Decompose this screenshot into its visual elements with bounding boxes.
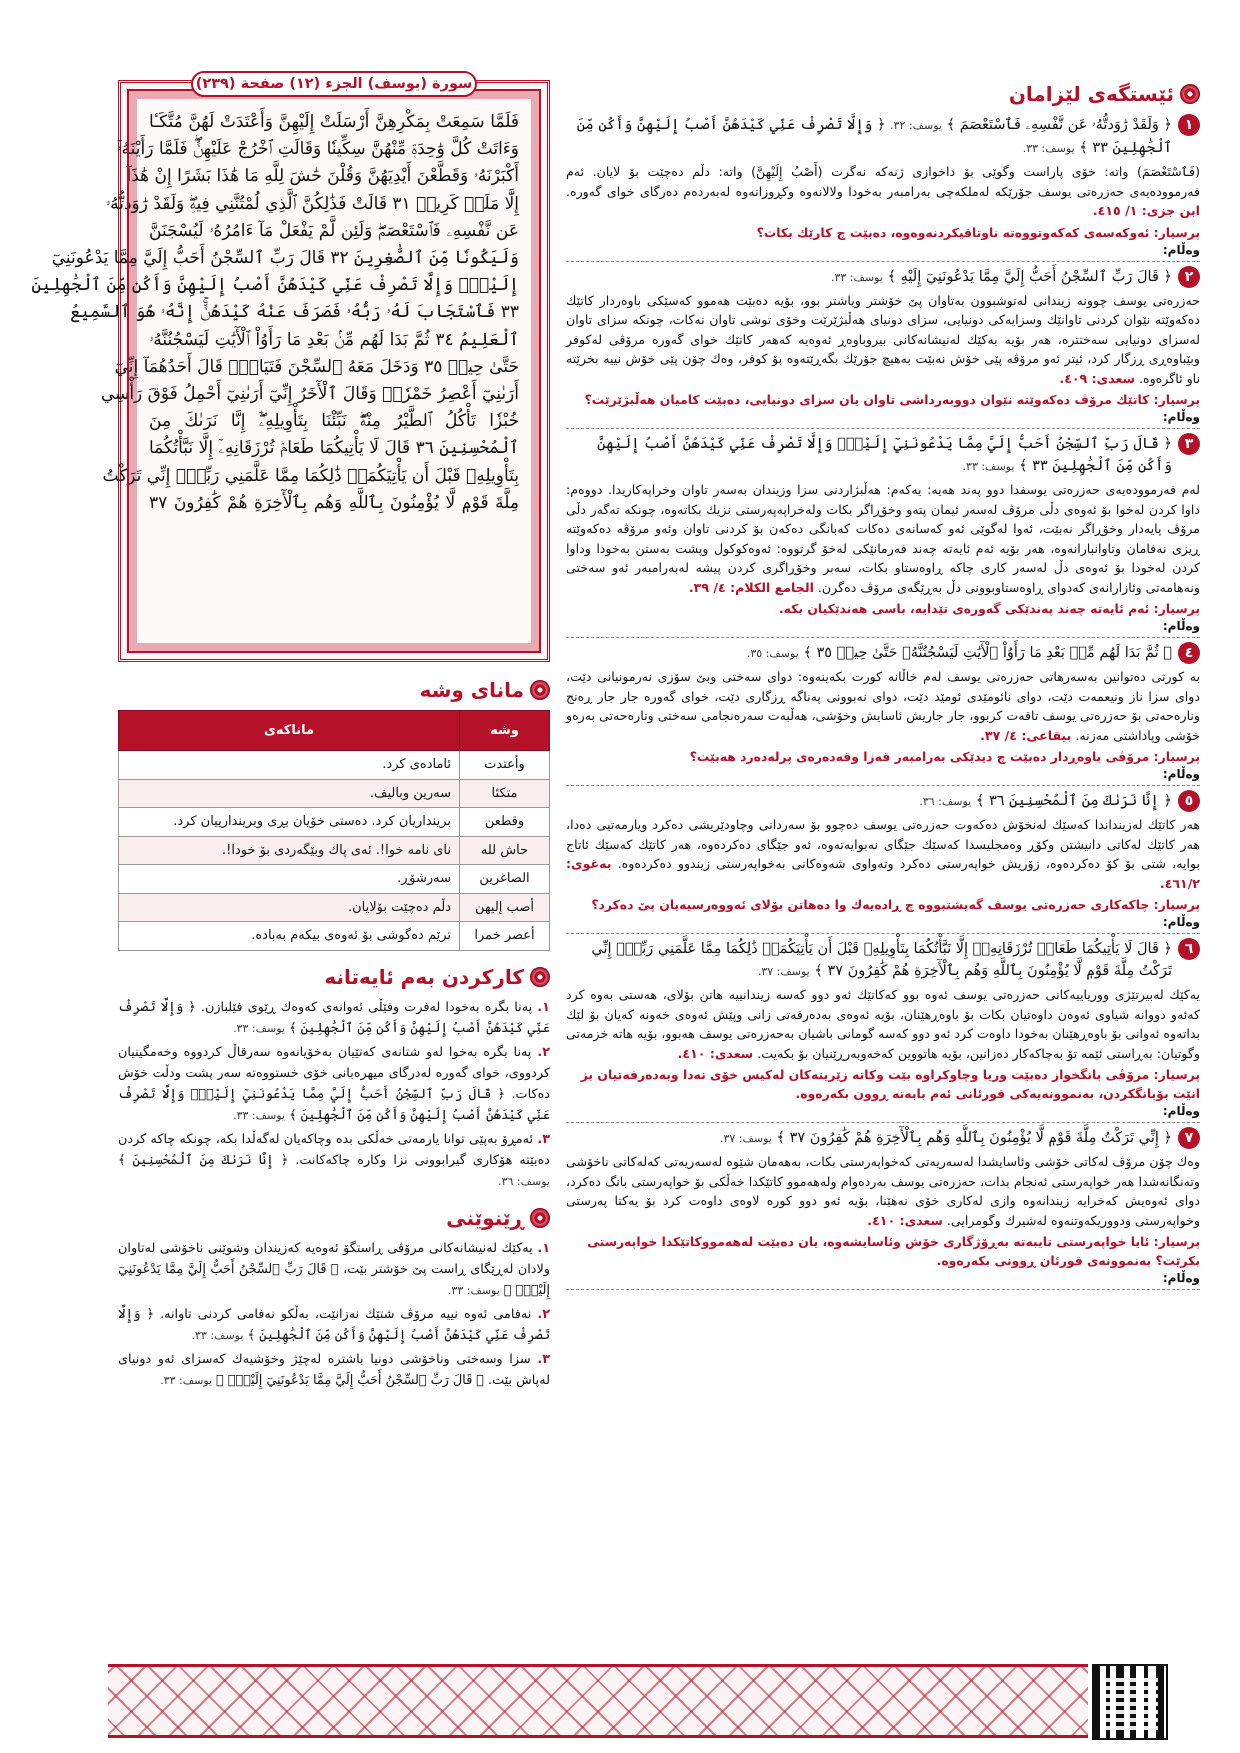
commentary-body: یەکێك لەبیرتێژی ووریاییەکانی حەزرەتی یوسف ئەوە بوو کەکاتێك ئەو دوو کەسە زیندانییە هاتن بۆلای، هەستی بەوە کرد کەئەو دووانە شیاوی ئەوەن داوەتیان بکات بۆ باوەڕهێنان، بۆیە ئەوەی بەدەرفەتی زانی وپێش ئەوەی خەونە کەیان بۆ لێك بداتەوە ئەوانی بۆ باوەڕهێنان بەخودا داوەت کرد ئەو دوو کەسە گومانی باشیان بەحەزرەتی یوسف هەبوو، بۆیە هاتە خزمەتی وگوتیان: بەڕاستی ئێمە تۆ بەچاکەکار دەزانین، بۆیە هاتووین کەخەوبەرڕێنیان بۆ بکەیت. [566,987,1200,1061]
commentary-body: لەم فەرموودەیەی حەزرەتی یوسفدا دوو پەند هەیە: یەکەم: هەڵبژاردنی سزا وزیندان بەسەر تاوان وخراپەکاریدا. دووەم: داوا کردن لەخوا بۆ ئەوەی دڵی مرۆڤ لەسەر ئیمان پتەو وخۆڕاگر بکات ولەخراپەپەرستی نزیك بکاتەوە، چونکە تەگەر دڵی مرۆڤ پایەدار وخۆڕاگر نەبێت، ئەوا لەگوێی ئەو کەسانەی دەکات کەبانگی دەکەن بۆ کردنی تاوان وئەو مرۆڤە دەکەوێتە ڕیزی نەفامان وتاوانبارانەوە، هەر بۆیە ئەم ئایەتە چەند فەرمانێکی لەخۆ گرتووە: ئەوەکوکول وپشت بەستن بەخودا وداوا کردن لەخودا بۆ ئەوەی دڵ لەسەر کاری چاکە ڕاوەستاو بکات، سەبر وخۆڕاگری کردن پیشە لەبەرامبەر ئەو سەختی ونەهامەتی وئازارانەی کەدوای ڕاوەستاوبوونی دڵ بەڕێگەی مرۆڤ دەگرن. [566,482,1200,595]
vocabulary-meaning: سەرین وبالیف. [119,779,460,808]
item-text: نەفامی ئەوە نییە مرۆڤ شتێك نەزانێت، بەڵکو نەفامی کردنی تاوانە. [160,1306,532,1322]
vocabulary-meaning: دڵم دەچێت بۆلایان. [119,893,460,922]
item-number-badge: ٣ [1178,433,1200,455]
vocabulary-word: أعصر خمرا [460,922,550,951]
answer-label: وەڵام: [1162,767,1200,781]
verse-reference: یوسف: ٣٣. [191,1328,244,1342]
commentary-body: حەزرەتی یوسف چوونە زیندانی لەتوشبوون بەتاوان پێ خۆشتر وباشتر بوو، بۆیە دەبێت هەموو کەسێکی باوەردار کاتێك دەکەوێتە نێوان کردنی تاوانێك وسزایەکی دونیایی، سزای دونیای هەڵبژێرێت وخۆی توشی تاوان نەکات، چونکە سزای تاوان لەسزای دونیایی سەختترە، هەر بۆیە بەکێك لەنیشانەکانی بیروباوەڕ ئەوەیە کەهەر کاتێك خوای گەورە مرۆڤی لەکوفر وبێباوەڕی ڕزگار کرد، ئیتر ئەو مرۆڤە پێی خۆش نەبێت بەهیچ جۆرێك بگەڕێتەوە بۆ کوفر، وەك چۆن پێی خۆش نییە بخرێتە ناو ئاگرەوە. [566,292,1200,386]
verse-line [566,790,1200,813]
quran-page-frame [31,76,550,662]
verse-text [566,114,1172,160]
vocabulary-table [118,710,550,951]
vocabulary-meaning: سەرشۆڕ. [119,865,460,894]
guide-item [118,1349,550,1391]
verse-quote: ﴿ قَالَ رَبِّ ٱلسِّجْنُ أَحَبُّ إِلَيَّ مِمَّا يَدْعُونَنِيٓ إِلَيْهِۖ وَإِلَّا تَصْرِفْ عَنِّي كَيْدَهُنَّ أَصْبُ إِلَيْهِنَّ وَأَكُن مِّنَ ٱلْجَٰهِلِينَ ٣٣ ﴾ [597,436,1172,474]
commentary-text [566,480,1200,597]
commentary-text [566,815,1200,893]
verse-quote: ﴿ قَالَ رَبِّ ٱلسِّجْنُ أَحَبُّ إِلَيَّ مِمَّا يَدْعُونَنِيٓ إِلَيْهِۖ ﴾ [118,1261,550,1298]
reflection-item [566,266,1200,430]
guide-item [118,1304,550,1346]
verse-text [566,433,1172,478]
commentary-body: هەر کاتێك لەزینداندا کەسێك لەنخۆش دەکەوت حەزرەتی یوسف دەچوو بۆ سەردانی وچاودێریشی دەکرد ویارمەتیی دەدا، هەر کاتێك لەکاتی دانیشتن وکۆڕ وەمجلیسدا کەسێك جێگای نەبوایەتەوە، ئەو جێگای دەکردەوە، هەر کاتێك کەسێك ئاتاج بوایە، شتی بۆ کۆ دەکردەوە، زۆریش خواپەرستی دەکرد وتەواوی شەوەکانی بەخواپەرستی زیندوو دەکردەوە. [566,817,1200,871]
reflection-item [566,114,1200,262]
verse-reference: یوسف: ٣٣. [233,1021,285,1035]
work-title-text: کارکردن بەم ئایەتانە [324,964,524,989]
col-meaning: ماناکەی [119,711,460,751]
vocabulary-row [119,779,550,808]
commentary-body: بە کورتی دەتوانین بەسەرهاتی حەزرەتی یوسف لەم خاڵانە کورت بکەینەوە: دوای سەختی وبێ سۆزی نەرمونیانی دێت، دوای سزا ناز ونیعمەت دێت، دوای نائومێدی ئومێد دێت، دوای نەبوونی پەناگە ڕزگاری دێت، خوای گەورە جار جار ڕەنج ونارەحەتی بۆ حەزرەتی یوسف تاقەت کربوو، جار جاریش ئاسایش وخۆشی، هەڵبەت سەرەنجامی سەختی ونارەحەتی بەرەو خۆشی وپاداشتی مەزنە. [566,669,1200,743]
quran-line: وَلَيَكُونٗا مِّنَ ٱلصَّٰغِرِينَ ٣٢ قَالَ رَبِّ ٱلسِّجْنُ أَحَبُّ إِلَيَّ مِمَّا يَدْعُونَنِيٓ [51,248,519,269]
reflection-item [566,642,1200,786]
item-number: ١. [537,1240,550,1256]
item-number-badge: ٦ [1178,938,1200,960]
vocabulary-row [119,893,550,922]
quran-line: عَن نَّفْسِهِۦ فَٱسْتَعْصَمَۖ وَلَئِن لَّمْ يَفْعَلْ مَآ ءَامُرُهُۥ لَيُسْجَنَنَّ [149,220,519,241]
work-section [118,965,550,1192]
work-item [118,1042,550,1126]
verse-quote: ﴿ قَالَ لَا يَأْتِيكُمَا طَعَامٞ تُرْزَقَانِهِۦٓ إِلَّا نَبَّأْتُكُمَا بِتَأْوِيلِهِۦ قَبْلَ أَن يَأْتِيَكُمَاۚ ذَٰلِكُمَا مِمَّا عَلَّمَنِي رَبِّيٓۚ إِنِّي تَرَكْتُ مِلَّةَ قَوْمٖ لَّا يُؤْمِنُونَ بِٱللَّهِ وَهُم بِٱلْأٓخِرَةِ هُمْ كَٰفِرُونَ ٣٧ ﴾ [591,941,1172,979]
verse-quote: ﴿ وَإِلَّا تَصْرِفْ عَنِّي كَيْدَهُنَّ أَصْبُ إِلَيْهِنَّ وَأَكُن مِّنَ ٱلْجَٰهِلِينَ ﴾ [118,1306,550,1343]
answer-label: وەڵام: [1162,1271,1200,1285]
quran-line: أَرَىٰنِيٓ أَعْصِرُ خَمْرٗاۖ وَقَالَ ٱلْأٓخَرُ إِنِّيٓ أَرَىٰنِيٓ أَحْمِلُ فَوْقَ رَأْسِي [100,384,519,405]
vocabulary-word: الصاغرين [460,865,550,894]
verse-quote: ﴿ وَلَقَدْ رَٰوَدتُّهُۥ عَن نَّفْسِهِۦ فَٱسْتَعْصَمَ ﴾ [946,117,1172,133]
vocabulary-header-row [119,711,550,751]
vocabulary-meaning: ترێم دەگوشی بۆ ئەوەی بیکەم بەبادە. [119,922,460,951]
vocabulary-title [118,678,550,702]
work-item [118,1129,550,1192]
answer-label: وەڵام: [1162,619,1200,633]
item-number-badge: ٧ [1178,1127,1200,1149]
quran-page-header: سورة (يوسف) الجزء (١٢) صفحة (٢٣٩) [191,71,477,97]
verse-reference: یوسف: ٣٢. [890,119,943,132]
commentary-source: سعدی: ٤٠٩. [1059,370,1135,386]
verse-text [566,938,1172,983]
quran-line: ٣٣ فَٱسْتَجَابَ لَهُۥ رَبُّهُۥ فَصَرَفَ عَنْهُ كَيْدَهُنَّۚ إِنَّهُۥ هُوَ ٱلسَّمِيعُ [70,302,519,323]
quran-line: إِلَيْهِۖ وَإِلَّا تَصْرِفْ عَنِّي كَيْدَهُنَّ أَصْبُ إِلَيْهِنَّ وَأَكُن مِّنَ ٱلْجَٰهِلِينَ [31,275,519,296]
vocabulary-section [118,678,550,951]
verse-text [566,642,1172,665]
quran-line: بِتَأْوِيلِهِۦ قَبْلَ أَن يَأْتِيَكُمَاۚ ذَٰلِكُمَا مِمَّا عَلَّمَنِي رَبِّيٓۚ إِنِّي تَرَكْتُ [102,465,519,486]
right-column [566,82,1200,1660]
reflection-item [566,1127,1200,1290]
question-text: پرسیار: چاکەکاری حەزرەتی یوسف گەیشتبووە چ ڕادەیەك وا دەهاتن بۆلای ئەووەرسیەیان پێ دەکرد؟ [591,897,1200,912]
commentary-source: سعدی: ٤١٠. [867,1212,943,1228]
vocabulary-meaning: ئامادەی کرد. [119,751,460,780]
work-item [118,997,550,1039]
vocabulary-meaning: برینداریان کرد. دەستی خۆیان بڕی وبریندارییان کرد. [119,808,460,837]
flower-icon [1180,84,1200,104]
verse-quote: ﴿ قَالَ رَبِّ ٱلسِّجْنُ أَحَبُّ إِلَيَّ مِمَّا يَدْعُونَنِيٓ إِلَيْهِۖ وَإِلَّا تَصْرِفْ عَنِّي كَيْدَهُنَّ أَصْبُ إِلَيْهِنَّ وَأَكُن مِّنَ ٱلْجَٰهِلِينَ ﴾ [118,1086,550,1123]
work-title [118,965,550,989]
quran-line: خُبْزٗا تَأْكُلُ ٱلطَّيْرُ مِنْهُۖ نَبِّئْنَا بِتَأْوِيلِهِۦٓۖ إِنَّا نَرَىٰكَ مِنَ [149,411,519,432]
commentary-text [566,291,1200,389]
vocabulary-word: أصب إليهن [460,893,550,922]
commentary-body: (فَٱسْتَعْصَمَ) واتە: خۆی پاراست وگوێی بۆ داخوازی ژنەکە نەگرت (أَصْبُ إِلَيْهِنَّ) واتە: دڵم دەچێت بۆ لایان. ئەم فەرموودەیەی حەزرەتی یوسف جۆرێکە لەملکەچی بەرامبەر بەخودا ولالانەوە وکڕوزانەوە لەبەردەم دەرگای خوای گەورە. [566,164,1200,199]
commentary-source: سعدی: ٤١٠. [677,1045,754,1061]
quran-line: ٱلْعَلِيمُ ٣٤ ثُمَّ بَدَا لَهُم مِّنۢ بَعْدِ مَا رَأَوُاْ ٱلْأٓيَٰتِ لَيَسْجُنُنَّهُۥ [149,329,519,350]
item-number-badge: ١ [1178,114,1200,136]
commentary-body: وەك چۆن مرۆڤ لەکاتی خۆشی وئاسایشدا لەسەریەتی کەخواپەرستی بکات، بەهەمان شێوە لەسەریەتی کەلەکاتی ناخۆشی وتەنگانەشدا هەر خواپەرستی ئەنجام بدات، حەزرەتی یوسف بەردەوام ولەهەموو کاتێکدا خەڵکی بۆ خواپەرستی بانگ دەکرد، دوای ئەوەیش کەخرایە زیندانەوە وازی لەکاری خۆی نەهێنا، بۆیە ئەو دوو کورە لاوەی داوەت کرد بۆ یەکتا پەرستی وخواپەرستی ودووریکەوتنەوە لەشیرك وگومرایی. [566,1154,1200,1228]
item-text: پەنا بگرە بەخوا لەو شتانەی کەتێیان بەخۆیانەوە سەرقاڵ کردووە وخەمگینیان کردووی، خوای گەورە لەدرگای میهرەبانی خۆی خستووەتە سەر پشت ودڵت خۆش دەكات. [118,1044,550,1102]
verse-line [566,938,1200,983]
quran-line: فَلَمَّا سَمِعَتْ بِمَكْرِهِنَّ أَرْسَلَتْ إِلَيْهِنَّ وَأَعْتَدَتْ لَهُنَّ مُتَّكَـٔا [149,112,519,132]
verse-quote-2: ﴿ وَإِلَّا تَصْرِفْ عَنِّي كَيْدَهُنَّ أَصْبُ إِلَيْهِنَّ وَأَكُن مِّنَ ٱلْجَٰهِلِينَ ٣٣ ﴾ [576,117,1172,156]
commentary-text [566,1152,1200,1230]
question-text: پرسیار: مرۆڤی بانگخواز دەبێت وریا وچاوکراوە بێت وکاتە زێرینەکان لەکیس خۆی نەدا وبەدەرفەتیان بز انێت بۆبانگکردن، بەنموونەیەکی قورئانی ئەم بابەتە ڕوون بکەرەوە. [580,1067,1200,1101]
verse-quote: ﴿ إِنِّي تَرَكْتُ مِلَّةَ قَوْمٖ لَّا يُؤْمِنُونَ بِٱللَّهِ وَهُم بِٱلْأٓخِرَةِ هُمْ كَٰفِرُونَ ٣٧ ﴾ [776,1130,1172,1146]
vocabulary-word: متكئا [460,779,550,808]
question-text: پرسیار: مرۆڤی باوەڕدار دەبێت چ دیدێکی بەرامبەر قەزا وقەدەرەی پرلەدەرد هەبێت؟ [689,749,1200,764]
question-text: پرسیار: ئەم ئایەتە چەند پەندێکی گەورەی تێدایە، باسی هەندێکیان بکە. [778,601,1200,616]
commentary-source: بەغوی: ٤٦١/٢. [566,856,1200,891]
vocabulary-row [119,922,550,951]
question-text: پرسیار: کاتێك مرۆڤ دەکەوێتە نێوان دووبەرداشی تاوان یان سزای دونیایی، دەبێت کامیان هەڵبژێرێت؟ [584,392,1200,407]
guide-title-text: ڕێنوێنی [446,1205,524,1230]
guide-section [118,1206,550,1391]
flower-icon [530,1208,550,1228]
item-number: ٢. [537,1044,550,1060]
commentary-text [566,667,1200,745]
verse-line [566,266,1200,289]
commentary-source: بیقاعی: ٤/ ٣٧. [980,727,1072,743]
verse-reference: یوسف: ٣٣. [831,270,883,284]
verse-reference: یوسف: ٣٦. [919,795,972,808]
item-number: ١. [537,999,550,1015]
item-number-badge: ٢ [1178,266,1200,288]
item-text: پەنا بگرە بەخودا لەفرت وفێڵی ئەوانەی کەوەك ڕێوی فێلبازن. [200,999,533,1015]
commentary-source: الجامع الكلام: ٤/ ٣٩. [688,579,814,595]
item-number-badge: ٤ [1178,642,1200,664]
verse-line [566,1127,1200,1150]
quran-page-text [31,91,539,651]
item-number: ٣. [537,1131,550,1147]
reflection-item [566,433,1200,638]
answer-label: وەڵام: [1162,1104,1200,1118]
vocabulary-meaning: نای نامە خوا!. ئەی پاك وبێگەردی بۆ خودا!. [119,836,460,865]
col-word: وشە [460,711,550,751]
question-text: پرسیار: ئایا خواپەرستی تایبەتە بەڕۆژگاری خۆش وئاسایشەوە، یان دەبێت لەهەمووکاتێکدا خواپەرستی بکرێت؟ بەنموونەی قورئان ڕوونی بکەرەوە. [587,1234,1200,1268]
verse-text [566,266,1172,289]
vocabulary-word: وقطعن [460,808,550,837]
quran-line: وَءَاتَتْ كُلَّ وَٰحِدَةٖ مِّنْهُنَّ سِكِّينٗا وَقَالَتِ ٱخْرُجْ عَلَيْهِنَّۖ فَلَمَّا رَأَيْنَهُۥٓ [117,139,519,160]
commentary-source: ابن جزی: ١/ ٤١٥. [1092,203,1200,218]
reflection-item [566,938,1200,1123]
verse-reference: یوسف: ٣٣. [160,1373,213,1387]
verse-line [566,433,1200,478]
item-text: یەکێك لەنیشانەکانی مرۆڤی ڕاستگۆ ئەوەیە کەزیندان وشوێنی ناخۆشی لەتاوان ولادان لەڕێگای ڕاست پێ خۆشتر بێت، [118,1240,550,1277]
vocabulary-row [119,751,550,780]
guide-title [118,1206,550,1230]
verse-reference: یوسف: ٣٣. [962,460,1015,473]
quran-line: أَكْبَرْنَهُۥ وَقَطَّعْنَ أَيْدِيَهُنَّ وَقُلْنَ حَٰشَ لِلَّهِ مَا هَٰذَا بَشَرًا إِنْ هَٰذَآ [126,166,519,187]
verse-text [566,790,1172,813]
answer-label: وەڵام: [1162,915,1200,929]
question-text: پرسیار: ئەوکەسەی کەکەوتووەتە ناوتاقیکردنەوەوە، دەبێت چ کارێك بکات؟ [756,224,1200,240]
verse-quote: ﴿ إِنَّا نَرَىٰكَ مِنَ ٱلْمُحْسِنِينَ ٣٦ ﴾ [975,793,1172,809]
quran-line: مِلَّةَ قَوْمٖ لَّا يُؤْمِنُونَ بِٱللَّهِ وَهُم بِٱلْأٓخِرَةِ هُمْ كَٰفِرُونَ ٣٧ [149,492,519,513]
vocabulary-row [119,836,550,865]
verse-reference-2: یوسف: ٣٣. [1022,142,1075,155]
item-text: سزا وسەختی وناخۆشی دونیا باشترە لەچێژ وخۆشیەك کەسزای ئەو دونیای لەپاش بێت. [118,1351,550,1388]
verse-line [566,642,1200,665]
quran-line: إِلَّا مَلَكٞ كَرِيمٞ ٣١ قَالَتْ فَذَٰلِكُنَّ ٱلَّذِي لُمْتُنَّنِي فِيهِۖ وَلَقَدْ رَٰوَدتُّهُۥ [105,193,519,214]
vocabulary-word: حاش لله [460,836,550,865]
answer-label: وەڵام: [1162,242,1200,257]
quran-line: حَتَّىٰ حِينٖ ٣٥ وَدَخَلَ مَعَهُ ٱلسِّجْنَ فَتَيَانِۖ قَالَ أَحَدُهُمَآ إِنِّيٓ [114,356,519,377]
reflection-item [566,790,1200,934]
vocabulary-word: وأعتدت [460,751,550,780]
verse-reference: یوسف: ٣٥. [746,647,799,660]
verse-line [566,114,1200,160]
vocabulary-title-text: مانای وشە [419,678,524,702]
flower-icon [530,680,550,700]
verse-quote: ﴿ وَإِلَّا تَصْرِفْ عَنِّي كَيْدَهُنَّ أَصْبُ إِلَيْهِنَّ وَأَكُن مِّنَ ٱلْجَٰهِلِينَ ﴾ [118,999,550,1036]
qr-code-icon[interactable] [1092,1664,1168,1740]
left-column [31,76,550,1660]
verse-quote: ﴿ قَالَ رَبِّ ٱلسِّجْنُ أَحَبُّ إِلَيَّ مِمَّا يَدْعُونَنِيٓ إِلَيْهِ ﴾ [887,268,1172,285]
verse-reference: یوسف: ٣٧. [719,1132,772,1145]
main-title-text: ئێستگەی لێزامان [1008,82,1174,106]
verse-quote: ﴿ ثُمَّ بَدَا لَهُم مِّنۢ بَعْدِ مَا رَأَوُاْ ٱلْأٓيَٰتِ لَيَسْجُنُنَّهُۥ حَتَّىٰ حِينٖ ٣٥ ﴾ [803,645,1172,661]
item-number: ٢. [537,1306,550,1322]
verse-reference: یوسف: ٣٦. [498,1174,550,1188]
verse-quote: ﴿ قَالَ رَبِّ ٱلسِّجْنُ أَحَبُّ إِلَيَّ مِمَّا يَدْعُونَنِيٓ إِلَيْهِۖ ﴾ [216,1372,484,1388]
item-number: ٣. [537,1351,550,1367]
verse-reference: یوسف: ٣٧. [757,965,810,978]
flower-icon [530,967,550,987]
main-title [566,82,1200,106]
verse-text [566,1127,1172,1150]
commentary-text [566,162,1200,221]
vocabulary-row [119,865,550,894]
footer-ornament [108,1664,1088,1738]
answer-label: وەڵام: [1162,410,1200,424]
item-number-badge: ٥ [1178,790,1200,812]
verse-reference: یوسف: ٣٣. [447,1283,500,1297]
item-text: ئەمڕۆ بەپێی توانا یارمەتی خەڵکی بدە وچاکەیان لەگەڵدا بکە، چونکە چاکە کردن دەبێتە هۆکاری گیرابوونی نزا وکارە چاکەکانت. [118,1131,550,1168]
commentary-text [566,985,1200,1063]
verse-reference: یوسف: ٣٣. [233,1108,285,1122]
vocabulary-row [119,808,550,837]
verse-quote: ﴿ إِنَّا نَرَىٰكَ مِنَ ٱلْمُحْسِنِينَ ﴾ [118,1152,289,1168]
quran-line: ٱلْمُحْسِنِينَ ٣٦ قَالَ لَا يَأْتِيكُمَا طَعَامٞ تُرْزَقَانِهِۦٓ إِلَّا نَبَّأْتُكُمَا [149,438,519,459]
guide-item [118,1238,550,1301]
